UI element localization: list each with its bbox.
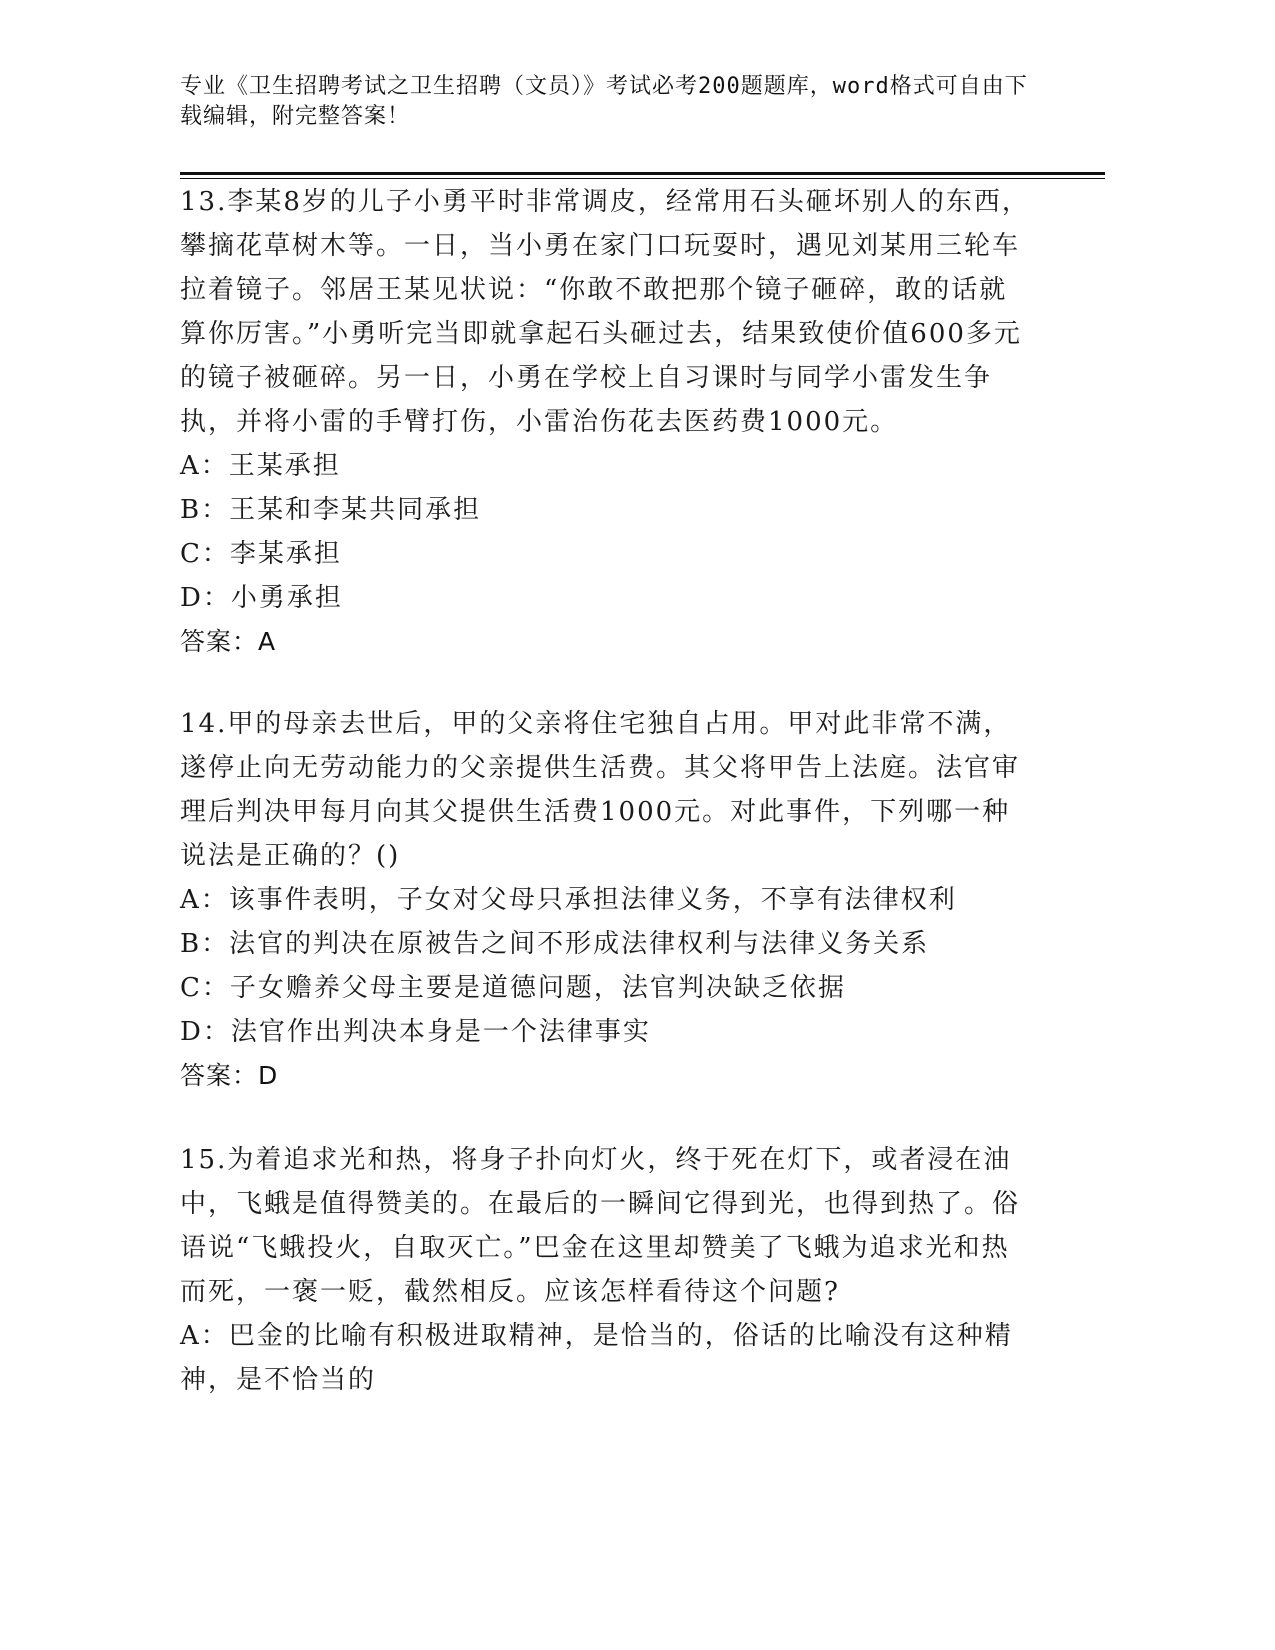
option-c: C：李某承担 <box>180 539 342 569</box>
option-d: D：法官作出判决本身是一个法律事实 <box>180 1017 651 1047</box>
question-stem: 14.甲的母亲去世后，甲的父亲将住宅独自占用。甲对此非常不满，遂停止向无劳动能力的父亲提供生活费。其父将甲告上法庭。法官审理后判决甲每月向其父提供生活费1000元。对此事件，下列哪一种说法是正确的？() <box>180 709 1021 871</box>
option-c: C：子女赡养父母主要是道德问题，法官判决缺乏依据 <box>180 973 846 1003</box>
question-stem: 13.李某8岁的儿子小勇平时非常调皮，经常用石头砸坏别人的东西，攀摘花草树木等。一日，当小勇在家门口玩耍时，遇见刘某用三轮车拉着镜子。邻居王某见状说：“你敢不敢把那个镜子砸碎，敢的话就算你厉害。”小勇听完当即就拿起石头砸过去，结果致使价值600多元的镜子被砸碎。另一日，小勇在学校上自习课时与同学小雷发生争执，并将小雷的手臂打伤，小雷治伤花去医药费1000元。 <box>180 187 1030 437</box>
answer-line: 答案：D <box>180 1061 279 1090</box>
question-stem: 15.为着追求光和热，将身子扑向灯火，终于死在灯下，或者浸在油中，飞蛾是值得赞美的。在最后的一瞬间它得到光，也得到热了。俗语说“飞蛾投火，自取灭亡。”巴金在这里却赞美了飞蛾为追求光和热而死，一褒一贬，截然相反。应该怎样看待这个问题? <box>180 1145 1021 1307</box>
option-a: A：巴金的比喻有积极进取精神，是恰当的，俗话的比喻没有这种精神，是不恰当的 <box>180 1321 1013 1395</box>
header-divider-thick <box>180 172 1105 175</box>
question-14 <box>180 702 1030 1098</box>
option-b: B：王某和李某共同承担 <box>180 495 482 525</box>
option-a: A：该事件表明，子女对父母只承担法律义务，不享有法律权利 <box>180 885 957 915</box>
question-13 <box>180 180 1030 664</box>
option-a: A：王某承担 <box>180 451 341 481</box>
question-15 <box>180 1138 1030 1402</box>
option-b: B：法官的判决在原被告之间不形成法律权利与法律义务关系 <box>180 929 930 959</box>
header-divider-thin <box>180 178 1105 179</box>
answer-line: 答案：A <box>180 627 277 656</box>
document-header: 专业《卫生招聘考试之卫生招聘（文员）》考试必考200题题库，word格式可自由下载编辑，附完整答案！ <box>180 74 1028 129</box>
option-d: D：小勇承担 <box>180 583 343 613</box>
